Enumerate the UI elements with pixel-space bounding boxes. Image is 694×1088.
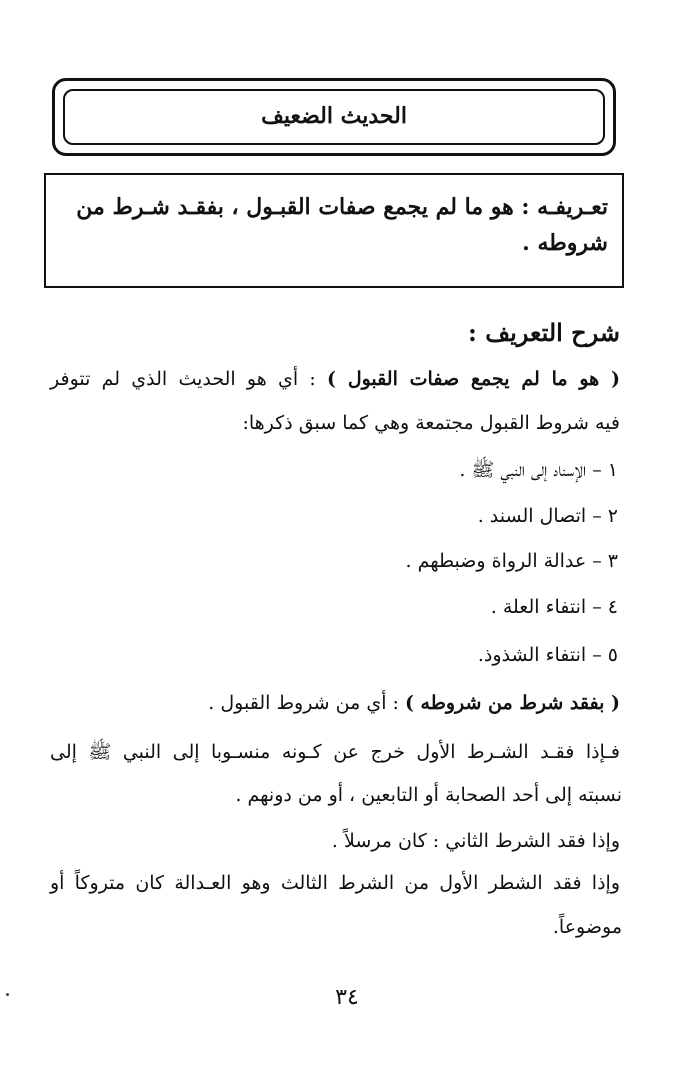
condition-4: ٤ – انتفاء العلة . <box>490 596 618 618</box>
definition-line-1: تعـريفـه : هو ما لم يجمع صفات القبـول ، بفقـد شـرط من <box>76 194 608 220</box>
chapter-title: الحديث الضعيف <box>261 103 407 129</box>
paragraph-1-line-1 <box>50 368 620 390</box>
paragraph-1-bold-phrase: ( هو ما لم يجمع صفات القبول ) <box>327 368 620 390</box>
condition-5: ٥ – انتفاء الشذوذ. <box>477 644 618 666</box>
paragraph-2 <box>208 692 620 714</box>
paragraph-3-line-1: فـإذا فقـد الشـرط الأول خرج عن كـونه منسـوبا إلى النبي ﷺ إلى <box>50 741 620 763</box>
condition-2: ٢ – اتصال السند . <box>477 505 618 527</box>
condition-3: ٣ – عدالة الرواة وضبطهم . <box>405 550 618 572</box>
title-frame <box>52 78 616 156</box>
condition-1: ١ – الإسناد إلى النبي ﷺ . <box>459 459 618 481</box>
paragraph-2-bold-phrase: ( بفقد شرط من شروطه ) <box>404 692 620 714</box>
paragraph-5-line-1: وإذا فقد الشطر الأول من الشرط الثالث وهو العـدالة كان متروكاً أو <box>50 872 620 894</box>
paragraph-2-rest: : أي من شروط القبول . <box>208 692 405 714</box>
paragraph-5-line-2: موضوعاً. <box>552 916 622 938</box>
paragraph-4: وإذا فقد الشرط الثاني : كان مرسلاً . <box>331 830 620 852</box>
definition-line-2: شروطه . <box>522 230 608 256</box>
explanation-heading: شرح التعريف : <box>468 318 620 347</box>
definition-box <box>44 173 624 288</box>
page-number: ٣٤ <box>335 985 359 1010</box>
paragraph-1-rest: : أي هو الحديث الذي لم تتوفر <box>50 368 328 390</box>
paragraph-1-line-2: فيه شروط القبول مجتمعة وهي كما سبق ذكرها: <box>242 412 620 434</box>
paragraph-3-line-2: نسبته إلى أحد الصحابة أو التابعين ، أو من دونهم . <box>235 784 622 806</box>
margin-speck <box>6 993 9 996</box>
